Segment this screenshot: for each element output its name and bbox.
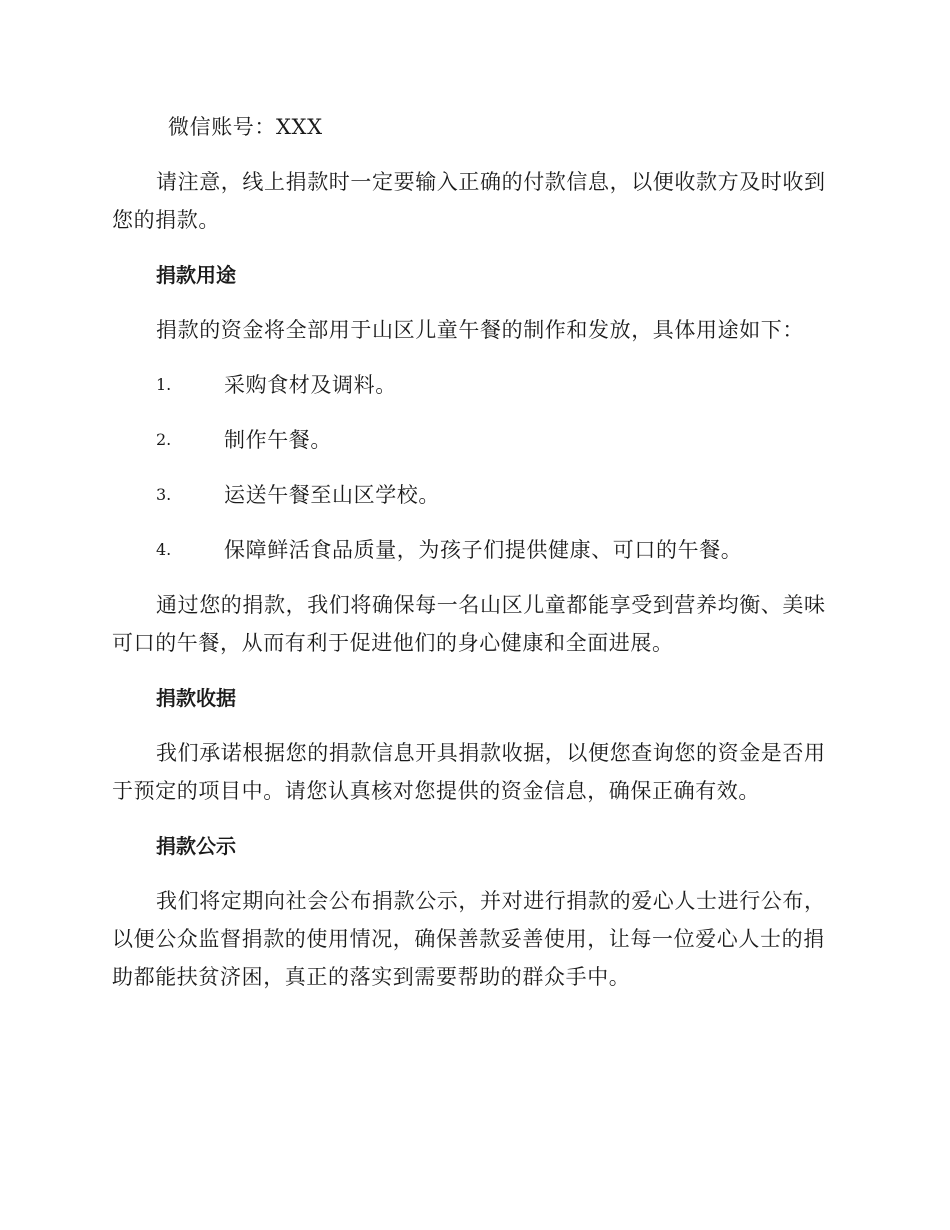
usage-heading: 捐款用途 bbox=[156, 263, 236, 287]
usage-summary: 通过您的捐款，我们将确保每一名山区儿童都能享受到营养均衡、美味可口的午餐，从而有利于促进他们的身心健康和全面进展。 bbox=[112, 593, 826, 655]
list-item bbox=[112, 476, 832, 514]
wechat-account: 微信账号：XXX bbox=[168, 115, 323, 139]
public-heading: 捐款公示 bbox=[156, 834, 236, 858]
list-text: 运送午餐至山区学校。 bbox=[224, 483, 440, 507]
list-item bbox=[112, 421, 832, 459]
list-text: 采购食材及调料。 bbox=[224, 373, 397, 397]
list-text: 保障鲜活食品质量，为孩子们提供健康、可口的午餐。 bbox=[224, 538, 743, 562]
list-item bbox=[112, 366, 832, 404]
list-item bbox=[112, 531, 832, 569]
receipt-heading: 捐款收据 bbox=[156, 686, 236, 710]
list-number: 1. bbox=[156, 375, 172, 394]
usage-intro: 捐款的资金将全部用于山区儿童午餐的制作和发放，具体用途如下： bbox=[156, 318, 804, 342]
list-number: 3. bbox=[156, 485, 172, 504]
public-body: 我们将定期向社会公布捐款公示，并对进行捐款的爱心人士进行公布，以便公众监督捐款的使用情况，确保善款妥善使用，让每一位爱心人士的捐助都能扶贫济困，真正的落实到需要帮助的群众手中。 bbox=[112, 889, 826, 989]
list-text: 制作午餐。 bbox=[224, 428, 332, 452]
list-number: 2. bbox=[156, 430, 172, 449]
notice-paragraph: 请注意，线上捐款时一定要输入正确的付款信息，以便收款方及时收到您的捐款。 bbox=[112, 170, 826, 232]
list-number: 4. bbox=[156, 540, 172, 559]
document-body bbox=[112, 108, 832, 996]
receipt-body: 我们承诺根据您的捐款信息开具捐款收据，以便您查询您的资金是否用于预定的项目中。请您认真核对您提供的资金信息，确保正确有效。 bbox=[112, 741, 826, 803]
